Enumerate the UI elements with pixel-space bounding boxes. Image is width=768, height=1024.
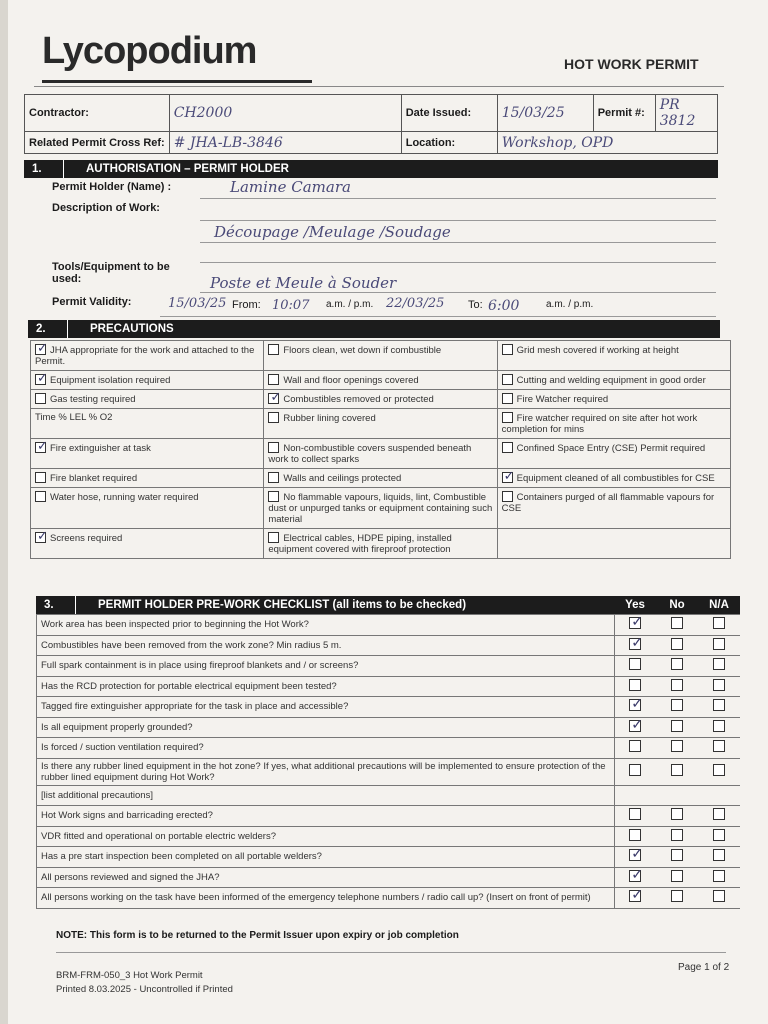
form-id: BRM-FRM-050_3 Hot Work Permit — [56, 970, 203, 981]
checklist-yes-cell — [614, 635, 656, 656]
checklist-yes-checkbox[interactable] — [629, 849, 641, 861]
checklist-question: Has the RCD protection for portable electrical equipment been tested? — [37, 676, 615, 697]
precaution-cell — [497, 390, 730, 409]
section-3-number: 3. — [36, 596, 76, 614]
checklist-question: Is forced / suction ventilation required? — [37, 738, 615, 759]
precaution-cell — [264, 341, 497, 371]
precautions-row — [31, 439, 731, 469]
validity-label: Permit Validity: — [52, 296, 132, 308]
precaution-checkbox[interactable] — [35, 491, 46, 502]
precaution-checkbox[interactable] — [502, 491, 513, 502]
checklist-yes-cell — [614, 806, 656, 827]
precautions-row — [31, 390, 731, 409]
checklist-question: Tagged fire extinguisher appropriate for the task in place and accessible? — [37, 697, 615, 718]
section-3-title: PERMIT HOLDER PRE-WORK CHECKLIST (all items to be checked) — [98, 599, 467, 611]
precaution-checkbox[interactable] — [268, 374, 279, 385]
precaution-cell — [264, 371, 497, 390]
checklist-na-checkbox[interactable] — [713, 679, 725, 691]
checklist-no-checkbox[interactable] — [671, 720, 683, 732]
precaution-label: Floors clean, wet down if combustible — [283, 345, 442, 356]
section-1-header — [24, 160, 718, 178]
checklist-yes-checkbox[interactable] — [629, 870, 641, 882]
checklist-yes-cell — [614, 758, 656, 785]
logo-underline — [42, 80, 312, 83]
precaution-checkbox[interactable] — [35, 374, 46, 385]
precaution-checkbox[interactable] — [268, 412, 279, 423]
checklist-yes-checkbox[interactable] — [629, 720, 641, 732]
precaution-label: JHA appropriate for the work and attached to the Permit. — [35, 345, 255, 367]
precaution-label: Water hose, running water required — [50, 492, 199, 503]
precaution-checkbox[interactable] — [268, 532, 279, 543]
precaution-checkbox[interactable] — [502, 412, 513, 423]
precaution-checkbox[interactable] — [35, 442, 46, 453]
checklist-no-checkbox[interactable] — [671, 638, 683, 650]
desc-line-2 — [200, 242, 716, 243]
precaution-label: Rubber lining covered — [283, 413, 376, 424]
checklist-yes-checkbox[interactable] — [629, 638, 641, 650]
permit-number-value: PR 3812 — [655, 95, 717, 132]
checklist-no-cell — [656, 717, 698, 738]
checklist-no-cell — [656, 785, 698, 806]
precaution-label: Grid mesh covered if working at height — [516, 345, 679, 356]
checklist-question: VDR fitted and operational on portable electric welders? — [37, 826, 615, 847]
description-value: Découpage /Meulage /Soudage — [214, 223, 451, 241]
checklist-no-cell — [656, 806, 698, 827]
precautions-row — [31, 371, 731, 390]
to-time: 6:00 — [488, 298, 520, 314]
checklist-row — [37, 847, 741, 868]
precaution-cell — [31, 488, 264, 529]
precaution-label: Fire Watcher required — [516, 394, 609, 405]
checklist-no-checkbox[interactable] — [671, 849, 683, 861]
checklist-no-cell — [656, 847, 698, 868]
checklist-no-cell — [656, 676, 698, 697]
checklist-yes-checkbox[interactable] — [629, 617, 641, 629]
precaution-label: Electrical cables, HDPE piping, installed equipment covered with fireproof protection — [268, 533, 452, 555]
checklist-row — [37, 888, 741, 909]
checklist-na-cell — [698, 717, 740, 738]
from-time: 10:07 — [272, 298, 310, 313]
precaution-checkbox[interactable] — [35, 532, 46, 543]
precaution-label: Wall and floor openings covered — [283, 375, 419, 386]
checklist-na-cell — [698, 676, 740, 697]
checklist-yes-checkbox[interactable] — [629, 740, 641, 752]
precaution-label: Confined Space Entry (CSE) Permit required — [516, 443, 706, 454]
precaution-checkbox[interactable] — [502, 442, 513, 453]
date-issued-value: 15/03/25 — [497, 95, 593, 132]
checklist-yes-cell — [614, 676, 656, 697]
checklist-no-checkbox[interactable] — [671, 740, 683, 752]
checklist-no-cell — [656, 738, 698, 759]
checklist-yes-cell — [614, 867, 656, 888]
precaution-label: Equipment isolation required — [50, 375, 171, 386]
tools-value: Poste et Meule à Souder — [210, 274, 397, 292]
checklist-na-checkbox[interactable] — [713, 638, 725, 650]
precaution-checkbox[interactable] — [502, 472, 513, 483]
precaution-checkbox[interactable] — [268, 472, 279, 483]
checklist-yes-cell — [614, 888, 656, 909]
checklist-no-cell — [656, 758, 698, 785]
checklist-na-checkbox[interactable] — [713, 829, 725, 841]
precaution-cell — [264, 390, 497, 409]
checklist-question: Work area has been inspected prior to beginning the Hot Work? — [37, 615, 615, 636]
company-logo: Lycopodium — [42, 30, 257, 72]
permit-holder-label: Permit Holder (Name) : — [52, 181, 172, 193]
checklist-yes-cell — [614, 738, 656, 759]
checklist-na-checkbox[interactable] — [713, 699, 725, 711]
precautions-row — [31, 409, 731, 439]
precaution-label: Screens required — [50, 533, 123, 544]
precaution-checkbox[interactable] — [268, 491, 279, 502]
checklist-yes-cell — [614, 615, 656, 636]
checklist-na-checkbox[interactable] — [713, 849, 725, 861]
checklist-na-cell — [698, 867, 740, 888]
checklist-row — [37, 717, 741, 738]
precautions-table — [30, 340, 731, 559]
checklist-yes-cell — [614, 717, 656, 738]
checklist-row — [37, 615, 741, 636]
checklist-na-cell — [698, 697, 740, 718]
section-2-title: PRECAUTIONS — [90, 323, 174, 335]
checklist-question: Combustibles have been removed from the work zone? Min radius 5 m. — [37, 635, 615, 656]
precaution-cell — [264, 529, 497, 559]
checklist-yes-checkbox[interactable] — [629, 808, 641, 820]
precaution-cell — [497, 469, 730, 488]
precaution-cell — [31, 341, 264, 371]
checklist-na-cell — [698, 656, 740, 677]
precaution-label: Equipment cleaned of all combustibles for CSE — [516, 473, 715, 484]
precaution-checkbox[interactable] — [502, 393, 513, 404]
checklist-no-cell — [656, 697, 698, 718]
checklist-question: Is there any rubber lined equipment in the hot zone? If yes, what additional precautions will be implemented to ensure protection of the rubber lined equipment during Hot Work? — [37, 758, 615, 785]
checklist-no-cell — [656, 656, 698, 677]
precaution-label: Non-combustible covers suspended beneath work to collect sparks — [268, 443, 472, 465]
pre-work-checklist — [36, 614, 740, 909]
precaution-checkbox[interactable] — [35, 472, 46, 483]
section-2-number: 2. — [28, 320, 68, 338]
precaution-label: Gas testing required — [50, 394, 136, 405]
tools-line-2 — [200, 292, 716, 293]
ampm-1: a.m. / p.m. — [326, 299, 374, 310]
precaution-cell — [31, 390, 264, 409]
precaution-cell — [497, 409, 730, 439]
section-1-title: AUTHORISATION – PERMIT HOLDER — [86, 163, 289, 175]
checklist-yes-checkbox[interactable] — [629, 764, 641, 776]
precaution-checkbox[interactable] — [502, 374, 513, 385]
tools-line-1 — [200, 262, 716, 263]
checklist-na-checkbox[interactable] — [713, 740, 725, 752]
checklist-yes-checkbox[interactable] — [629, 679, 641, 691]
date-issued-label: Date Issued: — [401, 95, 497, 132]
precaution-label: Fire extinguisher at task — [50, 443, 151, 454]
col-no-header: No — [669, 599, 685, 611]
precaution-cell — [497, 341, 730, 371]
tools-label: Tools/Equipment to be used: — [52, 261, 170, 285]
footer-rule — [56, 952, 726, 953]
checklist-no-cell — [656, 888, 698, 909]
precaution-label: Time % LEL % O2 — [35, 412, 113, 423]
checklist-na-cell — [698, 635, 740, 656]
to-label: To: — [468, 299, 483, 311]
col-na-header: N/A — [709, 599, 729, 611]
checklist-na-checkbox[interactable] — [713, 808, 725, 820]
checklist-row — [37, 697, 741, 718]
checklist-no-checkbox[interactable] — [671, 699, 683, 711]
permit-header-table — [24, 94, 718, 154]
precautions-row — [31, 529, 731, 559]
checklist-no-checkbox[interactable] — [671, 764, 683, 776]
precaution-cell — [264, 439, 497, 469]
precaution-cell — [31, 529, 264, 559]
checklist-na-checkbox[interactable] — [713, 658, 725, 670]
precaution-checkbox[interactable] — [35, 393, 46, 404]
checklist-row — [37, 656, 741, 677]
checklist-yes-cell — [614, 656, 656, 677]
checklist-no-cell — [656, 826, 698, 847]
related-permit-label: Related Permit Cross Ref: — [25, 132, 170, 154]
checklist-na-cell — [698, 888, 740, 909]
precautions-row — [31, 341, 731, 371]
precautions-row — [31, 469, 731, 488]
permit-number-label: Permit #: — [593, 95, 655, 132]
checklist-no-checkbox[interactable] — [671, 808, 683, 820]
validity-date-1: 15/03/25 — [168, 296, 227, 311]
checklist-na-checkbox[interactable] — [713, 720, 725, 732]
validity-date-2: 22/03/25 — [386, 296, 445, 311]
checklist-yes-checkbox[interactable] — [629, 890, 641, 902]
checklist-row — [37, 806, 741, 827]
section-2-header — [28, 320, 720, 338]
holder-line — [200, 198, 716, 199]
from-label: From: — [232, 299, 261, 311]
related-permit-value: # JHA-LB-3846 — [169, 132, 401, 154]
precaution-cell — [264, 469, 497, 488]
checklist-na-cell — [698, 758, 740, 785]
checklist-no-cell — [656, 867, 698, 888]
checklist-no-checkbox[interactable] — [671, 870, 683, 882]
checklist-no-checkbox[interactable] — [671, 658, 683, 670]
desc-line-1 — [200, 220, 716, 221]
checklist-yes-cell — [614, 697, 656, 718]
section-3-header — [36, 596, 740, 614]
precaution-checkbox[interactable] — [268, 442, 279, 453]
description-label: Description of Work: — [52, 202, 160, 214]
precautions-row — [31, 488, 731, 529]
location-value: Workshop, OPD — [497, 132, 717, 154]
precaution-checkbox[interactable] — [502, 344, 513, 355]
precaution-cell — [497, 488, 730, 529]
location-label: Location: — [401, 132, 497, 154]
checklist-row — [37, 635, 741, 656]
precaution-label: Combustibles removed or protected — [283, 394, 434, 405]
precaution-cell — [497, 529, 730, 559]
checklist-na-cell — [698, 806, 740, 827]
checklist-row — [37, 826, 741, 847]
precaution-cell — [264, 409, 497, 439]
header-rule — [34, 86, 724, 87]
precaution-label: Fire blanket required — [50, 473, 138, 484]
checklist-na-cell — [698, 826, 740, 847]
precaution-label: Containers purged of all flammable vapours for CSE — [501, 492, 715, 514]
contractor-label: Contractor: — [25, 95, 170, 132]
validity-line — [160, 316, 716, 317]
checklist-question: All persons working on the task have been informed of the emergency telephone numbers / radio call up? (Insert on front of permit) — [37, 888, 615, 909]
precaution-cell — [31, 439, 264, 469]
checklist-no-checkbox[interactable] — [671, 679, 683, 691]
precaution-cell — [31, 469, 264, 488]
checklist-na-checkbox[interactable] — [713, 870, 725, 882]
precaution-label: Fire watcher required on site after hot work completion for mins — [501, 413, 698, 435]
checklist-yes-cell — [614, 785, 656, 806]
precaution-checkbox[interactable] — [268, 393, 279, 404]
permit-holder-value: Lamine Camara — [230, 178, 351, 196]
checklist-question: [list additional precautions] — [37, 785, 615, 806]
return-note: NOTE: This form is to be returned to the Permit Issuer upon expiry or job completion — [56, 930, 459, 941]
printed-note: Printed 8.03.2025 - Uncontrolled if Printed — [56, 984, 233, 995]
checklist-row — [37, 758, 741, 785]
checklist-question: All persons reviewed and signed the JHA? — [37, 867, 615, 888]
checklist-yes-cell — [614, 826, 656, 847]
checklist-row — [37, 785, 741, 806]
checklist-no-cell — [656, 635, 698, 656]
checklist-no-checkbox[interactable] — [671, 890, 683, 902]
precaution-cell — [264, 488, 497, 529]
section-1-number: 1. — [24, 160, 64, 178]
checklist-no-checkbox[interactable] — [671, 829, 683, 841]
checklist-na-cell — [698, 738, 740, 759]
ampm-2: a.m. / p.m. — [546, 299, 594, 310]
checklist-yes-cell — [614, 847, 656, 868]
checklist-question: Full spark containment is in place using fireproof blankets and / or screens? — [37, 656, 615, 677]
page-number: Page 1 of 2 — [678, 962, 730, 973]
checklist-no-cell — [656, 615, 698, 636]
precaution-label: No flammable vapours, liquids, lint, Combustible dust or unpurged tanks or equipment containing such material — [268, 492, 493, 525]
checklist-na-checkbox[interactable] — [713, 617, 725, 629]
precaution-cell — [497, 439, 730, 469]
precaution-label: Cutting and welding equipment in good order — [516, 375, 706, 386]
checklist-na-cell — [698, 785, 740, 806]
checklist-row — [37, 738, 741, 759]
checklist-no-checkbox[interactable] — [671, 617, 683, 629]
precaution-cell — [31, 409, 264, 439]
checklist-row — [37, 867, 741, 888]
checklist-question: Is all equipment properly grounded? — [37, 717, 615, 738]
contractor-value: CH2000 — [169, 95, 401, 132]
checklist-na-cell — [698, 615, 740, 636]
checklist-na-checkbox[interactable] — [713, 764, 725, 776]
checklist-question: Hot Work signs and barricading erected? — [37, 806, 615, 827]
checklist-na-checkbox[interactable] — [713, 890, 725, 902]
col-yes-header: Yes — [625, 599, 645, 611]
precaution-checkbox[interactable] — [268, 344, 279, 355]
checklist-yes-checkbox[interactable] — [629, 829, 641, 841]
precaution-label: Walls and ceilings protected — [283, 473, 402, 484]
checklist-yes-checkbox[interactable] — [629, 658, 641, 670]
precaution-checkbox[interactable] — [35, 344, 46, 355]
document-title: HOT WORK PERMIT — [564, 56, 699, 72]
checklist-yes-checkbox[interactable] — [629, 699, 641, 711]
checklist-na-cell — [698, 847, 740, 868]
precaution-cell — [31, 371, 264, 390]
precaution-cell — [497, 371, 730, 390]
checklist-row — [37, 676, 741, 697]
checklist-question: Has a pre start inspection been completed on all portable welders? — [37, 847, 615, 868]
